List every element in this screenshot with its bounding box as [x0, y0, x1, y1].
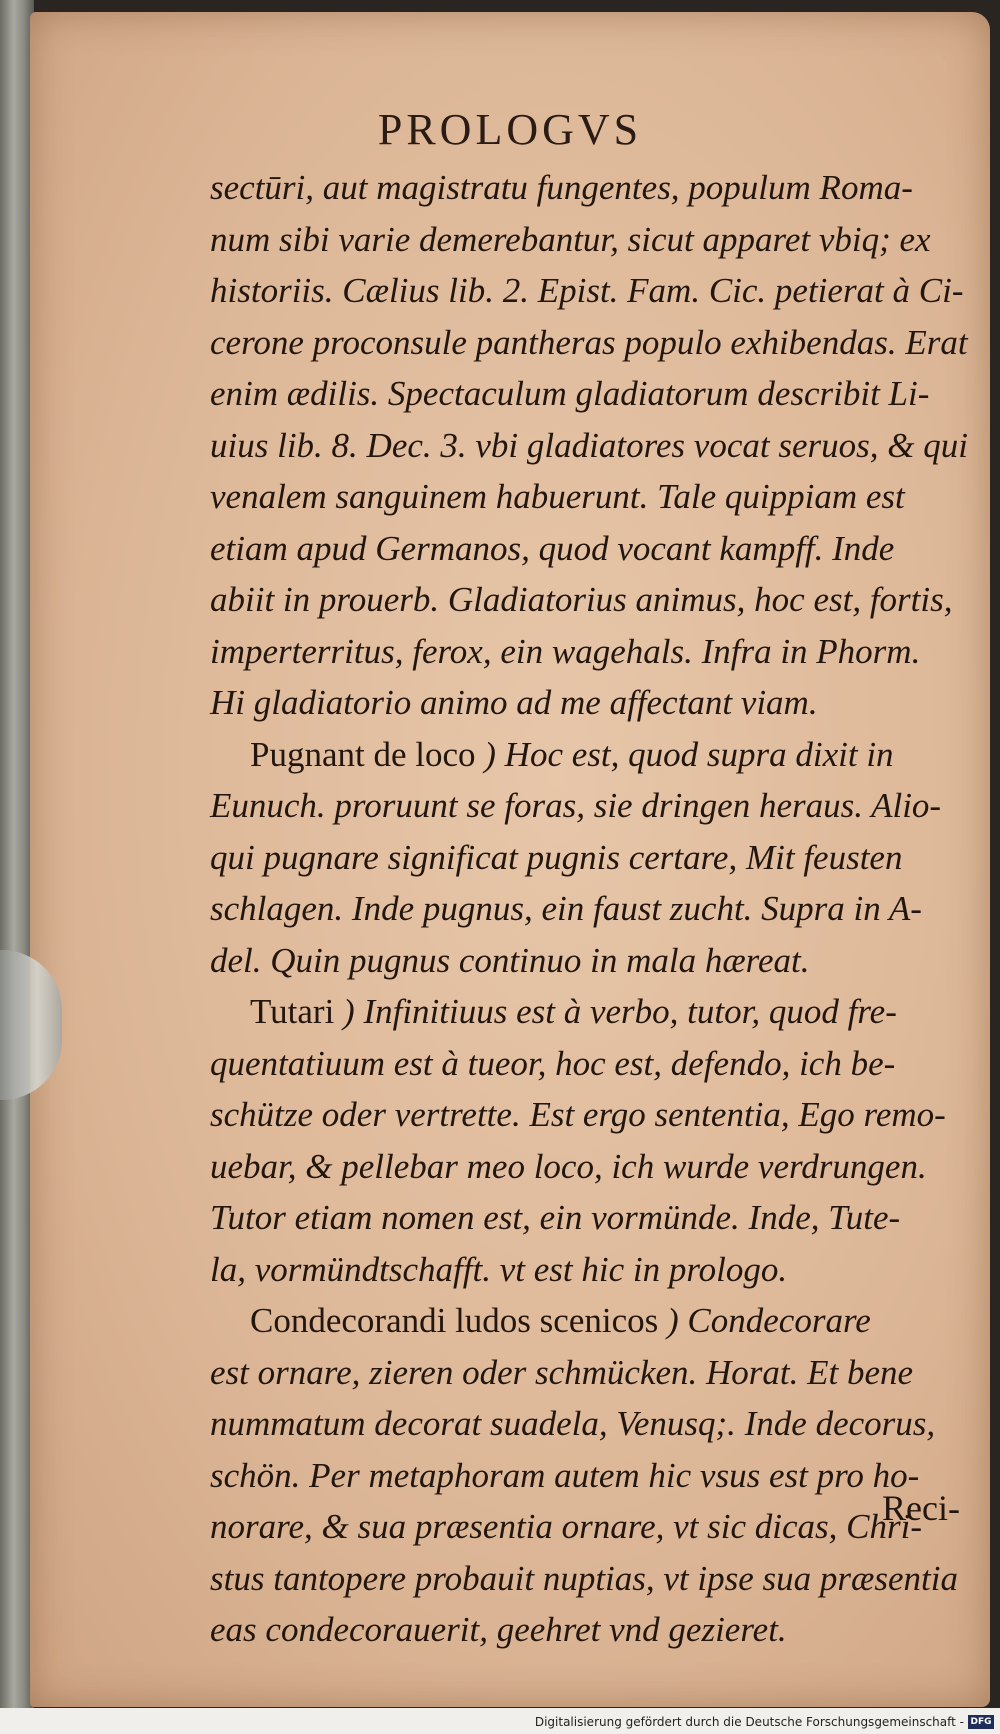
- text-line: [210, 1553, 990, 1605]
- line-text: qui pugnare significat pugnis certare, Mit feusten: [210, 837, 903, 877]
- text-line: [210, 1141, 990, 1193]
- line-text: Hi gladiatorio animo ad me affectant viam.: [210, 683, 818, 722]
- text-line: [210, 1089, 990, 1141]
- line-text: nummatum decorat suadela, Venusq;. Inde decorus,: [210, 1404, 936, 1443]
- line-text: la, vormündtschafft. vt est hic in prologo.: [210, 1249, 788, 1289]
- text-line: [210, 986, 990, 1038]
- text-line: [210, 1295, 990, 1347]
- text-line: [210, 1347, 990, 1399]
- line-text: eas condecorauerit, geehret vnd gezieret.: [210, 1610, 787, 1649]
- line-text: imperterritus, ferox, ein wagehals. Infra in Phorm.: [210, 631, 921, 671]
- line-text: Tutor etiam nomen est, ein vormünde. Inde, Tute-: [210, 1198, 901, 1237]
- text-line: [210, 1038, 990, 1090]
- text-line: [210, 1244, 990, 1296]
- line-text: venalem sanguinem habuerunt. Tale quippiam est: [210, 477, 905, 516]
- line-text: cerone proconsule pantheras populo exhibendas. Erat: [210, 322, 968, 362]
- lemma: Condecorandi ludos scenicos: [250, 1301, 659, 1340]
- text-line: [210, 317, 990, 369]
- text-line: [210, 574, 990, 626]
- line-text: etiam apud Germanos, quod vocant kampff. Inde: [210, 528, 895, 568]
- line-text: ) Condecorare: [667, 1301, 871, 1340]
- text-line: [210, 368, 990, 420]
- line-text: ) Hoc est, quod supra dixit in: [484, 734, 894, 774]
- footer-bar: [0, 1708, 1000, 1734]
- line-text: uius lib. 8. Dec. 3. vbi gladiatores vocat seruos, & qui: [210, 425, 968, 465]
- text-line: [210, 832, 990, 884]
- lemma: Pugnant de loco: [250, 734, 476, 774]
- line-text: enim ædilis. Spectaculum gladiatorum describit Li-: [210, 374, 930, 413]
- line-text: historiis. Cælius lib. 2. Epist. Fam. Cic. petierat à Ci-: [210, 271, 964, 310]
- book-page: [30, 12, 990, 1707]
- body-text: [210, 162, 990, 1656]
- line-text: num sibi varie demerebantur, sicut apparet vbiq; ex: [210, 219, 931, 259]
- line-text: abiit in prouerb. Gladiatorius animus, hoc est, fortis,: [210, 580, 953, 619]
- line-text: schön. Per metaphoram autem hic vsus est pro ho-: [210, 1455, 920, 1495]
- text-line: [210, 214, 990, 266]
- text-line: [210, 420, 990, 472]
- line-text: uebar, & pellebar meo loco, ich wurde verdrungen.: [210, 1146, 927, 1186]
- text-line: [210, 1604, 990, 1656]
- line-text: est ornare, zieren oder schmücken. Horat. Et bene: [210, 1352, 914, 1392]
- book-edge: [0, 0, 34, 1734]
- line-text: stus tantopere probauit nuptias, vt ipse sua præsentia: [210, 1558, 958, 1598]
- running-head: PROLOGVS: [377, 105, 643, 154]
- text-line: [210, 935, 990, 987]
- line-text: quentatiuum est à tueor, hoc est, defendo, ich be-: [210, 1043, 896, 1083]
- line-text: schlagen. Inde pugnus, ein faust zucht. Supra in A-: [210, 889, 922, 928]
- text-line: [210, 883, 990, 935]
- line-text: Eunuch. proruunt se foras, sie dringen heraus. Alio-: [210, 786, 942, 825]
- line-text: del. Quin pugnus continuo in mala hæreat.: [210, 940, 810, 980]
- text-line: [210, 162, 990, 214]
- line-text: schütze oder vertrette. Est ergo sententia, Ego remo-: [210, 1095, 946, 1134]
- line-text: sectūri, aut magistratu fungentes, populum Roma-: [210, 168, 913, 207]
- text-line: [210, 1192, 990, 1244]
- dfg-logo-icon: DFG: [968, 1715, 994, 1729]
- footer-credit: Digitalisierung gefördert durch die Deutsche Forschungsgemeinschaft -: [534, 1715, 964, 1729]
- text-line: [210, 1398, 990, 1450]
- line-text: ) Infinitiuus est à verbo, tutor, quod fre-: [343, 992, 897, 1031]
- text-line: [210, 265, 990, 317]
- text-line: [210, 626, 990, 678]
- text-line: [210, 780, 990, 832]
- lemma: Tutari: [250, 992, 335, 1031]
- text-line: [210, 471, 990, 523]
- catchword: Reci-: [882, 1488, 960, 1528]
- text-line: [210, 677, 990, 729]
- line-text: norare, & sua præsentia ornare, vt sic dicas, Chri-: [210, 1507, 922, 1546]
- text-line: [210, 1450, 990, 1502]
- text-line: [210, 1501, 990, 1553]
- text-line: [210, 729, 990, 781]
- text-line: [210, 523, 990, 575]
